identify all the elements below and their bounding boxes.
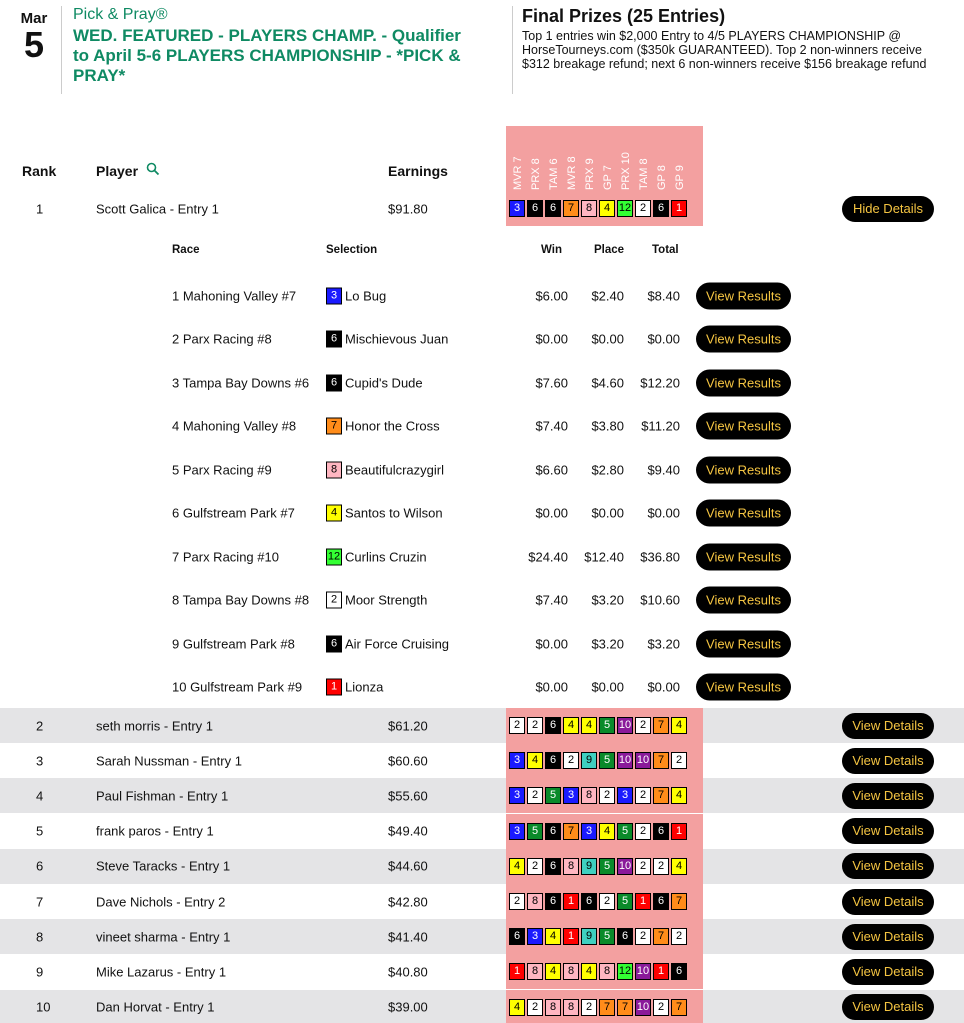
picks-strip — [506, 778, 703, 813]
selection — [326, 461, 444, 478]
player-header[interactable]: Player — [96, 163, 139, 179]
horse-name: Santos to Wilson — [345, 505, 443, 521]
earnings: $60.60 — [388, 753, 428, 769]
race-column-label: PRX 9 — [584, 158, 596, 190]
leaderboard-row — [0, 849, 964, 884]
total-amount: $0.00 — [647, 505, 680, 521]
player-name: Scott Galica - Entry 1 — [96, 201, 219, 216]
player-name: frank paros - Entry 1 — [96, 823, 214, 839]
view-details-button[interactable]: View Details — [842, 818, 934, 844]
race-detail-row — [0, 361, 964, 405]
program-number-badge: 1 — [653, 963, 669, 980]
program-number-badge: 3 — [509, 200, 525, 217]
program-number-badge: 8 — [581, 200, 597, 217]
leaderboard-row — [0, 191, 964, 226]
program-number-badge: 4 — [545, 963, 561, 980]
program-number-badge: 1 — [563, 893, 579, 910]
win-amount: $6.60 — [535, 462, 568, 478]
race-column-label: TAM 6 — [548, 158, 560, 190]
program-number-badge: 6 — [653, 823, 669, 840]
selection — [326, 287, 386, 304]
rank: 10 — [36, 999, 51, 1015]
program-number-badge: 8 — [527, 893, 543, 910]
view-results-button[interactable]: View Results — [696, 543, 791, 570]
program-number-badge: 5 — [617, 823, 633, 840]
win-amount: $0.00 — [535, 679, 568, 695]
view-results-button[interactable]: View Results — [696, 500, 791, 527]
race-name: 3 Tampa Bay Downs #6 — [172, 375, 310, 391]
program-number-badge: 9 — [581, 752, 597, 769]
race-detail-row — [0, 274, 964, 318]
place-amount: $0.00 — [591, 679, 624, 695]
leaderboard-row — [0, 778, 964, 813]
selection — [326, 635, 449, 652]
view-results-button[interactable]: View Results — [696, 413, 791, 440]
race-column-header — [653, 134, 671, 190]
date-block — [14, 10, 54, 63]
race-column-label: PRX 10 — [620, 152, 632, 190]
place-amount: $12.40 — [584, 549, 624, 565]
player-name: seth morris - Entry 1 — [96, 718, 214, 733]
place-amount: $3.20 — [591, 592, 624, 608]
program-number-badge: 2 — [671, 928, 687, 945]
earnings: $49.40 — [388, 823, 428, 839]
win-amount: $7.60 — [535, 375, 568, 391]
race-column-header — [509, 134, 527, 190]
view-results-button[interactable]: View Results — [696, 456, 791, 483]
race-name: 7 Parx Racing #10 — [172, 549, 279, 565]
program-number-badge: 2 — [635, 858, 651, 875]
earnings: $91.80 — [388, 201, 428, 216]
race-column-header — [599, 134, 617, 190]
program-number-badge: 1 — [671, 200, 687, 217]
selection — [326, 331, 448, 348]
program-number-badge: 2 — [581, 999, 597, 1016]
view-details-button[interactable]: View Details — [842, 783, 934, 809]
program-number-badge: 2 — [635, 787, 651, 804]
program-number-badge: 6 — [545, 893, 561, 910]
program-number-badge: 6 — [527, 200, 543, 217]
program-number-badge: 12 — [326, 548, 342, 565]
picks-strip — [506, 884, 703, 919]
program-number-badge: 10 — [635, 999, 651, 1016]
total-amount: $0.00 — [647, 331, 680, 347]
player-name: vineet sharma - Entry 1 — [96, 929, 231, 945]
earnings: $40.80 — [388, 964, 428, 980]
program-number-badge: 3 — [581, 823, 597, 840]
program-number-badge: 2 — [599, 787, 615, 804]
program-number-badge: 4 — [671, 858, 687, 875]
program-number-badge: 6 — [326, 331, 342, 348]
program-number-badge: 7 — [653, 928, 669, 945]
program-number-badge: 2 — [653, 858, 669, 875]
horse-name: Lionza — [345, 679, 384, 695]
program-number-badge: 6 — [545, 752, 561, 769]
program-number-badge: 8 — [545, 999, 561, 1016]
place-amount: $0.00 — [591, 505, 624, 521]
program-number-badge: 5 — [617, 893, 633, 910]
program-number-badge: 6 — [509, 928, 525, 945]
program-number-badge: 4 — [581, 717, 597, 734]
picks-strip — [506, 919, 703, 954]
program-number-badge: 3 — [617, 787, 633, 804]
program-number-badge: 5 — [599, 717, 615, 734]
total-amount: $8.40 — [647, 288, 680, 304]
program-number-badge: 2 — [527, 787, 543, 804]
search-icon[interactable] — [146, 162, 160, 176]
program-number-badge: 10 — [635, 752, 651, 769]
rank: 6 — [36, 858, 44, 874]
race-column-label: GP 9 — [674, 165, 686, 190]
program-number-badge: 10 — [635, 963, 651, 980]
program-number-badge: 1 — [509, 963, 525, 980]
earnings: $55.60 — [388, 788, 428, 804]
race-name: 2 Parx Racing #8 — [172, 331, 272, 347]
horse-name: Moor Strength — [345, 592, 428, 608]
program-number-badge: 4 — [326, 505, 342, 522]
rank: 4 — [36, 788, 44, 804]
hide-details-button[interactable]: Hide Details — [842, 196, 934, 222]
earnings-header[interactable]: Earnings — [388, 163, 448, 179]
tournament-title: WED. FEATURED - PLAYERS CHAMP. - Qualifier to April 5-6 PLAYERS CHAMPIONSHIP - *PICK & PRAY* — [73, 26, 461, 85]
place-amount: $0.00 — [591, 331, 624, 347]
program-number-badge: 7 — [653, 717, 669, 734]
program-number-badge: 6 — [545, 200, 561, 217]
program-number-badge: 12 — [617, 963, 633, 980]
program-number-badge: 5 — [527, 823, 543, 840]
program-number-badge: 8 — [563, 858, 579, 875]
leaderboard-row — [0, 708, 964, 743]
program-number-badge: 7 — [563, 200, 579, 217]
program-number-badge: 7 — [563, 823, 579, 840]
leaderboard-row — [0, 954, 964, 989]
selection — [326, 418, 440, 435]
view-details-button[interactable]: View Details — [842, 994, 934, 1020]
win-amount: $24.40 — [528, 549, 568, 565]
detail-race-header: Race — [172, 244, 200, 256]
picks-strip — [506, 814, 703, 849]
race-column-header — [635, 134, 653, 190]
horse-name: Cupid's Dude — [345, 375, 423, 391]
date-month: Mar — [20, 10, 48, 27]
race-column-label: MVR 8 — [566, 156, 578, 190]
race-name: 4 Mahoning Valley #8 — [172, 418, 297, 434]
player-name: Dan Horvat - Entry 1 — [96, 999, 215, 1015]
win-amount: $0.00 — [535, 505, 568, 521]
prize-title: Final Prizes (25 Entries) — [522, 6, 726, 26]
player-name: Dave Nichols - Entry 2 — [96, 894, 226, 909]
program-number-badge: 1 — [635, 893, 651, 910]
program-number-badge: 7 — [326, 418, 342, 435]
program-number-badge: 6 — [653, 200, 669, 217]
prize-text: Top 1 entries win $2,000 Entry to 4/5 PLAYERS CHAMPIONSHIP @ HorseTourneys.com ($350k GUARANTEED). Top 2 non-winners receive $312 breakage refund; next 6 non-winners receive $156 breakage refund — [522, 29, 927, 71]
rank: 5 — [36, 823, 44, 839]
win-amount: $7.40 — [535, 418, 568, 434]
program-number-badge: 5 — [599, 858, 615, 875]
program-number-badge: 2 — [635, 717, 651, 734]
program-number-badge: 2 — [671, 752, 687, 769]
program-number-badge: 10 — [617, 717, 633, 734]
player-name: Sarah Nussman - Entry 1 — [96, 753, 242, 769]
program-number-badge: 7 — [617, 999, 633, 1016]
program-number-badge: 8 — [527, 963, 543, 980]
leaderboard-row — [0, 743, 964, 778]
detail-place-header: Place — [594, 244, 625, 256]
program-number-badge: 1 — [326, 679, 342, 696]
horse-name: Lo Bug — [345, 288, 387, 304]
tournament-brand: Pick & Pray® — [73, 6, 168, 23]
program-number-badge: 9 — [581, 858, 597, 875]
total-amount: $11.20 — [641, 418, 680, 434]
rank: 3 — [36, 753, 44, 769]
program-number-badge: 4 — [581, 963, 597, 980]
program-number-badge: 8 — [326, 461, 342, 478]
program-number-badge: 3 — [326, 287, 342, 304]
race-column-header — [527, 134, 545, 190]
view-details-button[interactable]: View Details — [842, 959, 934, 985]
race-column-label: PRX 8 — [530, 158, 542, 190]
program-number-badge: 2 — [653, 999, 669, 1016]
program-number-badge: 2 — [527, 999, 543, 1016]
win-amount: $6.00 — [535, 288, 568, 304]
program-number-badge: 6 — [545, 858, 561, 875]
program-number-badge: 2 — [509, 717, 525, 734]
program-number-badge: 4 — [509, 999, 525, 1016]
program-number-badge: 12 — [617, 200, 633, 217]
program-number-badge: 4 — [509, 858, 525, 875]
earnings: $42.80 — [388, 894, 428, 909]
view-details-button[interactable]: View Details — [842, 713, 934, 739]
race-column-label: GP 7 — [602, 165, 614, 190]
date-day: 5 — [23, 24, 45, 65]
horse-name: Curlins Cruzin — [345, 549, 427, 565]
race-detail-row — [0, 535, 964, 579]
program-number-badge: 6 — [545, 717, 561, 734]
program-number-badge: 2 — [635, 823, 651, 840]
program-number-badge: 4 — [599, 823, 615, 840]
picks-strip — [506, 743, 703, 778]
view-details-button[interactable]: View Details — [842, 889, 934, 915]
race-name: 5 Parx Racing #9 — [172, 462, 272, 478]
program-number-badge: 10 — [617, 858, 633, 875]
race-column-label: TAM 8 — [638, 158, 650, 190]
total-amount: $10.60 — [640, 592, 680, 608]
program-number-badge: 2 — [635, 928, 651, 945]
race-name: 1 Mahoning Valley #7 — [172, 288, 297, 304]
program-number-badge: 3 — [563, 787, 579, 804]
race-name: 10 Gulfstream Park #9 — [172, 679, 303, 695]
program-number-badge: 8 — [581, 787, 597, 804]
place-amount: $2.40 — [591, 288, 624, 304]
leaderboard-row — [0, 990, 964, 1023]
detail-selection-header: Selection — [326, 244, 378, 256]
view-details-button[interactable]: View Details — [842, 924, 934, 950]
program-number-badge: 2 — [527, 858, 543, 875]
race-column-header — [563, 134, 581, 190]
view-results-button[interactable]: View Results — [696, 630, 791, 657]
total-amount: $12.20 — [640, 375, 680, 391]
win-amount: $0.00 — [535, 636, 568, 652]
place-amount: $3.80 — [591, 418, 624, 434]
place-amount: $2.80 — [591, 462, 624, 478]
horse-name: Air Force Cruising — [345, 636, 450, 652]
view-results-button[interactable]: View Results — [696, 326, 791, 353]
leaderboard-row — [0, 814, 964, 849]
program-number-badge: 3 — [509, 752, 525, 769]
race-column-header — [617, 134, 635, 190]
picks-strip — [506, 708, 703, 743]
rank: 8 — [36, 929, 44, 945]
program-number-badge: 6 — [581, 893, 597, 910]
program-number-badge: 4 — [671, 717, 687, 734]
program-number-badge: 5 — [599, 928, 615, 945]
rank-header: Rank — [22, 163, 57, 179]
program-number-badge: 5 — [545, 787, 561, 804]
race-column-header — [545, 134, 563, 190]
earnings: $41.40 — [388, 929, 428, 945]
race-name: 6 Gulfstream Park #7 — [172, 505, 295, 521]
program-number-badge: 2 — [635, 200, 651, 217]
leaderboard-row — [0, 884, 964, 919]
program-number-badge: 2 — [326, 592, 342, 609]
program-number-badge: 3 — [509, 823, 525, 840]
program-number-badge: 1 — [563, 928, 579, 945]
race-name: 8 Tampa Bay Downs #8 — [172, 592, 310, 608]
program-number-badge: 6 — [671, 963, 687, 980]
race-detail-row — [0, 492, 964, 536]
rank: 2 — [36, 718, 44, 733]
view-results-button[interactable]: View Results — [696, 674, 791, 701]
program-number-badge: 2 — [527, 717, 543, 734]
race-column-label: GP 8 — [656, 165, 668, 190]
picks-strip — [506, 849, 703, 884]
program-number-badge: 6 — [653, 893, 669, 910]
win-amount: $0.00 — [535, 331, 568, 347]
win-amount: $7.40 — [535, 592, 568, 608]
horse-name: Mischievous Juan — [345, 331, 449, 347]
view-results-button[interactable]: View Results — [696, 282, 791, 309]
program-number-badge: 5 — [599, 752, 615, 769]
program-number-badge: 2 — [509, 893, 525, 910]
program-number-badge: 4 — [527, 752, 543, 769]
selection — [326, 374, 423, 391]
program-number-badge: 7 — [671, 893, 687, 910]
total-amount: $9.40 — [647, 462, 680, 478]
race-detail-row — [0, 622, 964, 666]
leaderboard-row — [0, 919, 964, 954]
program-number-badge: 4 — [545, 928, 561, 945]
player-name: Mike Lazarus - Entry 1 — [96, 964, 227, 980]
race-detail-row — [0, 666, 964, 710]
race-column-header — [581, 134, 599, 190]
race-column-header — [671, 134, 689, 190]
total-amount: $36.80 — [640, 549, 680, 565]
program-number-badge: 6 — [326, 635, 342, 652]
selection — [326, 548, 427, 565]
player-name: Steve Taracks - Entry 1 — [96, 858, 231, 874]
picks-strip — [506, 191, 703, 226]
player-name: Paul Fishman - Entry 1 — [96, 788, 229, 804]
place-amount: $3.20 — [591, 636, 624, 652]
earnings: $61.20 — [388, 718, 428, 733]
header-divider — [61, 6, 62, 94]
program-number-badge: 2 — [599, 893, 615, 910]
selection — [326, 592, 427, 609]
program-number-badge: 8 — [563, 963, 579, 980]
race-name: 9 Gulfstream Park #8 — [172, 636, 295, 652]
program-number-badge: 4 — [671, 787, 687, 804]
program-number-badge: 10 — [617, 752, 633, 769]
program-number-badge: 8 — [599, 963, 615, 980]
program-number-badge: 6 — [545, 823, 561, 840]
program-number-badge: 6 — [326, 374, 342, 391]
race-detail-row — [0, 579, 964, 623]
picks-strip — [506, 990, 703, 1023]
earnings: $44.60 — [388, 858, 428, 874]
selection — [326, 679, 383, 696]
prize-block — [512, 6, 952, 94]
race-column-label: MVR 7 — [512, 156, 524, 190]
earnings: $39.00 — [388, 999, 428, 1015]
rank: 7 — [36, 894, 44, 909]
race-detail-row — [0, 405, 964, 449]
program-number-badge: 8 — [563, 999, 579, 1016]
view-details-button[interactable]: View Details — [842, 853, 934, 879]
race-detail-row — [0, 318, 964, 362]
rank: 1 — [36, 201, 44, 216]
view-details-button[interactable]: View Details — [842, 748, 934, 774]
program-number-badge: 3 — [527, 928, 543, 945]
program-number-badge: 7 — [653, 787, 669, 804]
program-number-badge: 7 — [599, 999, 615, 1016]
program-number-badge: 9 — [581, 928, 597, 945]
view-results-button[interactable]: View Results — [696, 587, 791, 614]
program-number-badge: 2 — [563, 752, 579, 769]
program-number-badge: 4 — [599, 200, 615, 217]
detail-total-header: Total — [652, 244, 679, 256]
rank: 9 — [36, 964, 44, 980]
program-number-badge: 1 — [671, 823, 687, 840]
selection — [326, 505, 443, 522]
place-amount: $4.60 — [591, 375, 624, 391]
view-results-button[interactable]: View Results — [696, 369, 791, 396]
horse-name: Honor the Cross — [345, 418, 440, 434]
program-number-badge: 7 — [671, 999, 687, 1016]
total-amount: $3.20 — [647, 636, 680, 652]
program-number-badge: 7 — [653, 752, 669, 769]
detail-win-header: Win — [541, 244, 562, 256]
picks-strip — [506, 954, 703, 989]
horse-name: Beautifulcrazygirl — [345, 462, 444, 478]
program-number-badge: 3 — [509, 787, 525, 804]
program-number-badge: 6 — [617, 928, 633, 945]
race-detail-row — [0, 448, 964, 492]
total-amount: $0.00 — [647, 679, 680, 695]
program-number-badge: 4 — [563, 717, 579, 734]
